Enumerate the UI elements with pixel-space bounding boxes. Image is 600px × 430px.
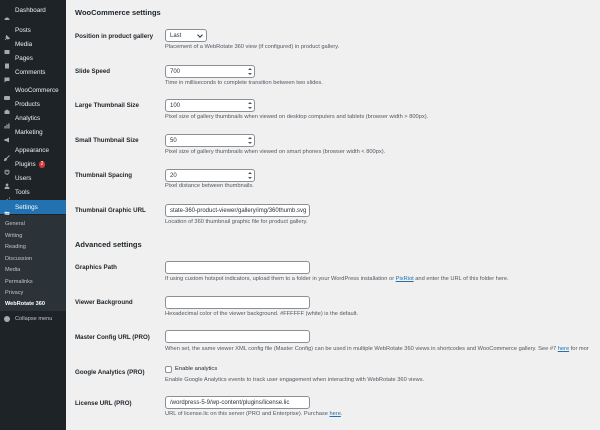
- sidebar-item-appearance[interactable]: Appearance: [0, 144, 66, 157]
- thumbnail-spacing-input[interactable]: 20: [165, 169, 255, 182]
- collapse-arrow-icon: [4, 316, 10, 322]
- sidebar-item-settings[interactable]: Settings: [0, 200, 66, 214]
- sidebar-item-marketing[interactable]: Marketing: [0, 126, 66, 139]
- page-icon: [4, 56, 10, 62]
- submenu-item-writing[interactable]: Writing: [5, 233, 23, 239]
- sidebar-item-analytics[interactable]: Analytics: [0, 112, 66, 125]
- number-spinner-icon[interactable]: [248, 102, 252, 109]
- viewer-background-label: Viewer Background: [75, 299, 133, 306]
- number-spinner-icon[interactable]: [248, 68, 252, 75]
- enable-analytics-checkbox[interactable]: [165, 366, 172, 373]
- sidebar-item-products[interactable]: Products: [0, 98, 66, 111]
- large-thumbnail-label: Large Thumbnail Size: [75, 102, 139, 109]
- sidebar-item-pages[interactable]: Pages: [0, 52, 66, 65]
- slide-speed-label: Slide Speed: [75, 68, 111, 75]
- license-url-label: License URL (PRO): [75, 400, 132, 407]
- woocommerce-icon: [4, 88, 10, 94]
- master-config-url-label: Master Config URL (PRO): [75, 334, 150, 341]
- submenu-item-permalinks[interactable]: Permalinks: [5, 279, 33, 285]
- master-config-url-input[interactable]: [165, 330, 310, 343]
- position-description: Placement of a WebRotate 360 view (if configured) in product gallery.: [165, 44, 340, 50]
- large-thumbnail-description: Pixel size of gallery thumbnails when viewed on desktop computers and tablets (browser width > 800px).: [165, 114, 429, 120]
- brush-icon: [4, 148, 10, 154]
- license-url-input[interactable]: /wordpress-5-9/wp-content/plugins/license.lic: [165, 396, 310, 409]
- thumbnail-graphic-url-label: Thumbnail Graphic URL: [75, 207, 146, 214]
- thumbnail-spacing-description: Pixel distance between thumbnails.: [165, 183, 254, 189]
- media-icon: [4, 42, 10, 48]
- user-icon: [4, 176, 10, 182]
- collapse-menu-button[interactable]: Collapse menu: [0, 313, 66, 325]
- submenu-item-media[interactable]: Media: [5, 267, 21, 273]
- wrench-icon: [4, 190, 10, 196]
- graphics-path-input[interactable]: [165, 261, 310, 274]
- settings-form: [66, 0, 600, 430]
- master-config-url-description: When set, the same viewer XML config file (Master Config) can be used in multiple WebRotate 360 views in shortcodes and WooCommerce gallery. See #7 here for mor: [165, 346, 589, 352]
- submenu-item-privacy[interactable]: Privacy: [5, 290, 24, 296]
- settings-submenu: [0, 215, 66, 311]
- small-thumbnail-label: Small Thumbnail Size: [75, 137, 139, 144]
- slide-speed-description: Time in milliseconds to complete transition between two slides.: [165, 80, 323, 86]
- thumbnail-graphic-url-input[interactable]: state-360-product-viewer/gallery/img/360thumb.svg: [165, 204, 310, 217]
- google-analytics-label: Google Analytics (PRO): [75, 369, 145, 376]
- sidebar-item-woocommerce[interactable]: WooCommerce: [0, 84, 66, 97]
- plugin-icon: [4, 162, 10, 168]
- slide-speed-input[interactable]: 700: [165, 65, 255, 78]
- sidebar-item-tools[interactable]: Tools: [0, 186, 66, 199]
- sidebar-item-plugins[interactable]: Plugins 2: [0, 158, 66, 171]
- small-thumbnail-input[interactable]: 50: [165, 134, 255, 147]
- license-url-description: URL of license.lic on this server (PRO and Enterprise). Purchase here.: [165, 411, 343, 417]
- sidebar-item-users[interactable]: Users: [0, 172, 66, 185]
- sidebar-item-dashboard[interactable]: Dashboard: [0, 4, 66, 17]
- submenu-item-general[interactable]: General: [5, 221, 25, 227]
- viewer-background-input[interactable]: [165, 296, 310, 309]
- purchase-here-link[interactable]: here: [329, 411, 341, 417]
- sidebar-item-comments[interactable]: Comments: [0, 66, 66, 79]
- graphics-path-label: Graphics Path: [75, 264, 117, 271]
- number-spinner-icon[interactable]: [248, 137, 252, 144]
- update-count-badge: 2: [40, 161, 44, 167]
- pixriot-link[interactable]: PixRiot: [395, 276, 414, 282]
- google-analytics-description: Enable Google Analytics events to track user engagement when interacting with WebRotate 360 views.: [165, 377, 425, 383]
- submenu-item-webrotate-360[interactable]: WebRotate 360: [5, 301, 45, 307]
- number-spinner-icon[interactable]: [248, 172, 252, 179]
- products-icon: [4, 102, 10, 108]
- graphics-path-description: If using custom hotspot indicators, upload them to a folder in your WordPress installation or PixRiot and enter the URL of this folder here.: [165, 276, 509, 282]
- admin-sidebar: [0, 0, 66, 430]
- position-label: Position in product gallery: [75, 33, 154, 40]
- large-thumbnail-input[interactable]: 100: [165, 99, 255, 112]
- thumbnail-spacing-label: Thumbnail Spacing: [75, 172, 133, 179]
- advanced-settings-heading: Advanced settings: [75, 240, 142, 249]
- megaphone-icon: [4, 130, 10, 136]
- thumbnail-graphic-url-description: Location of 360 thumbnail graphic file for product gallery.: [165, 219, 308, 225]
- master-config-here-link[interactable]: here: [557, 346, 570, 352]
- comment-icon: [4, 70, 10, 76]
- enable-analytics-checkbox-label[interactable]: Enable analytics: [175, 366, 218, 372]
- settings-icon: [4, 204, 10, 210]
- sidebar-item-media[interactable]: Media: [0, 38, 66, 51]
- viewer-background-description: Hexadecimal color of the viewer background. #FFFFFF (white) is the default.: [165, 311, 359, 317]
- chevron-down-icon: [197, 32, 203, 38]
- woocommerce-settings-heading: WooCommerce settings: [75, 8, 161, 17]
- analytics-icon: [4, 116, 10, 122]
- dashboard-icon: [4, 8, 10, 14]
- submenu-item-discussion[interactable]: Discussion: [5, 256, 33, 262]
- position-select[interactable]: Last: [165, 29, 207, 42]
- submenu-item-reading[interactable]: Reading: [5, 244, 26, 250]
- sidebar-item-posts[interactable]: Posts: [0, 24, 66, 37]
- pin-icon: [4, 28, 10, 34]
- small-thumbnail-description: Pixel size of gallery thumbnails when viewed on smart phones (browser width < 800px).: [165, 149, 386, 155]
